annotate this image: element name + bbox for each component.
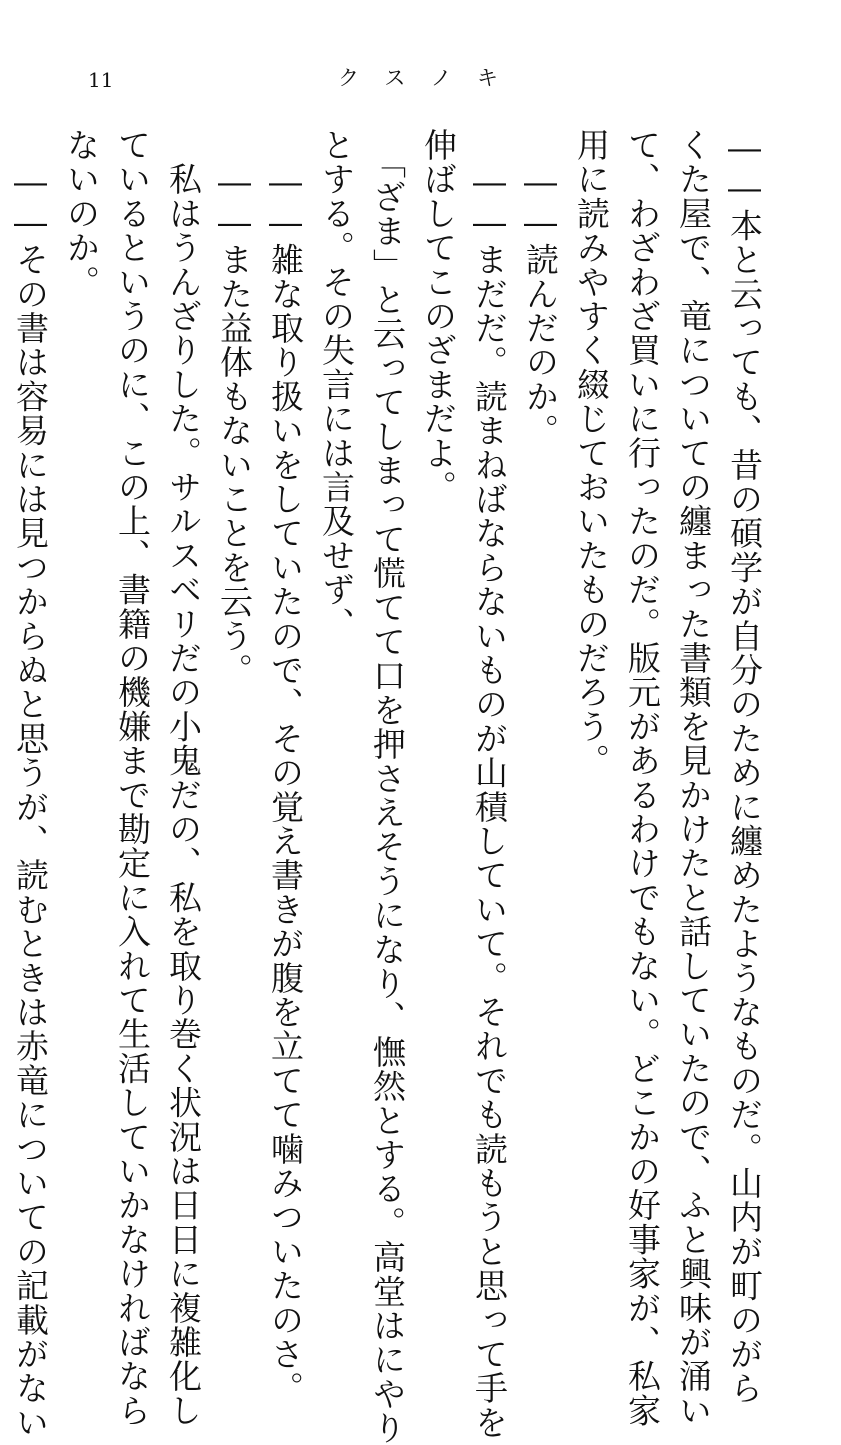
running-header-char: ス	[384, 66, 406, 90]
running-header-char: ク	[338, 66, 359, 90]
text-line: ないのか。	[62, 128, 101, 299]
running-header-title	[338, 68, 498, 89]
running-header-char: キ	[476, 66, 498, 90]
text-line: ――雑な取り扱いをしていたので、その覚え書きが腹を立てて噛みついたのさ。	[266, 128, 305, 1406]
text-line: ――また益体もないことを云う。	[215, 128, 254, 688]
vertical-body-text	[11, 128, 770, 1445]
text-line: 伸ばしてこのざまだよ。	[419, 128, 458, 505]
text-line: て、わざわざ買いに行ったのだ。版元があるわけでもない。どこかの好事家が、私家	[623, 128, 662, 1428]
text-line: とする。その失言には言及せず、	[317, 128, 356, 641]
text-line: ているというのに、この上、書籍の機嫌まで勘定に入れて生活していかなければなら	[113, 128, 152, 1428]
text-line: ――読んだのか。	[521, 128, 560, 448]
text-line: 用に読みやすく綴じておいたものだろう。	[572, 128, 611, 778]
text-line: ――まだだ。読まねばならないものが山積していて。それでも読もうと思って手を	[470, 128, 509, 1440]
text-line: ――本と云っても、昔の碩学が自分のために纏めたようなものだ。山内が町のがら	[725, 128, 764, 1406]
text-line: ――その書は容易には見つからぬと思うが、読むときは赤竜についての記載がない	[11, 128, 50, 1440]
text-line: 「ざま」と云ってしまって慌てて口を押さえそうになり、憮然とする。高堂はにやり	[368, 128, 407, 1445]
text-line: 私はうんざりした。サルスベリだの小鬼だの、私を取り巻く状況は日日に複雑化し	[164, 128, 203, 1428]
running-header-char: ノ	[430, 66, 452, 90]
page-number: 11	[88, 68, 114, 92]
text-line: くた屋で、竜についての纏まった書類を見かけたと話していたので、ふと興味が涌い	[674, 128, 713, 1428]
